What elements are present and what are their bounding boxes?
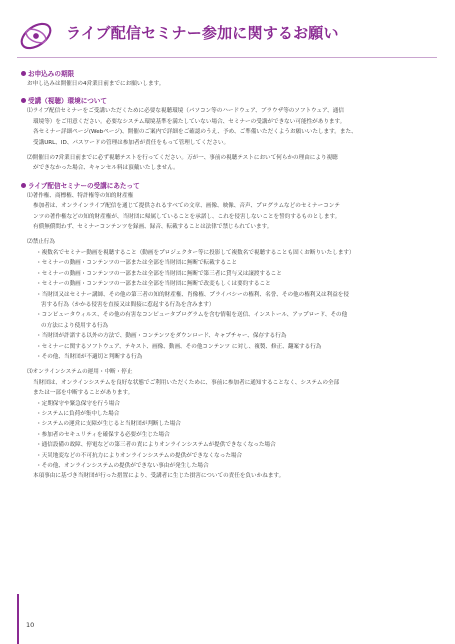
subsection-label-operation: ⑶オンラインシステムの運用・中断・停止 [27, 369, 133, 376]
operation-item: ・システムの運営に支障が生じると当財団が判断した場合 [36, 421, 181, 428]
prohibited-item: ・セミナーの動画・コンテンツの一部または全部を当財団に無断で転載すること [36, 260, 238, 267]
prohibited-item: ・複数名でセミナー動画を視聴すること（動画をプロジェクター等に投影して複数名で視聴することも固くお断りいたします） [36, 249, 355, 256]
prohibited-item: ・セミナーの動画・コンテンツの一部または全部を当財団に無断で改変もしくは要約すること [36, 281, 271, 288]
subsection-label-ip: ⑴著作権、商標権、特許権等の知的財産権 [27, 192, 134, 199]
section-heading-attendance: ライブ配信セミナーの受講にあたって [21, 181, 441, 191]
operation-text: または一部を中断することがあります。 [33, 390, 134, 397]
operation-item: ・通信設備の故障、停電などの第三者の責によりオンラインシステムが提供できなくなった場合 [36, 442, 276, 449]
title-divider [17, 57, 437, 58]
page-edge-bar [17, 594, 19, 644]
section-heading-environment: 受講（視聴）環境について [21, 96, 441, 106]
ip-text: ンツの著作権などの知的財産権が、当財団に帰属していることを承諾し、これを侵害しないことを誓約するものとします。 [33, 213, 341, 220]
prohibited-item-cont: 害する行為（かかる侵害を直接又は間接に惹起する行為を含みます） [41, 301, 215, 308]
deadline-text: お申し込みは開催日の4営業日前までにお願いします。 [27, 81, 165, 87]
document-body [21, 69, 441, 482]
prohibited-item: ・セミナーの動画・コンテンツの一部または全部を当財団に無断で第三者に貸与又は譲渡すること [36, 270, 282, 277]
operation-text: 当財団は、オンラインシステムを良好な状態でご利用いただくために、事前に参加者に通知することなく、システムの全部 [33, 379, 340, 386]
swirl-logo-icon [17, 17, 55, 55]
prohibited-item: ・その他、当財団が不適切と判断する行為 [36, 353, 143, 360]
bullet-icon [21, 71, 26, 76]
page-number: 10 [26, 621, 35, 629]
prohibited-item: ・当財団又はセミナー講師、その他の第三者の知的財産権、肖像権、プライバシーの権利、名誉、その他の権利又は利益を侵 [36, 291, 349, 298]
operation-item: ・天災地変などの不可抗力によりオンラインシステムの提供ができなくなった場合 [36, 452, 243, 459]
environment-item-2-cont: ができなかった場合、キャンセル料は頂戴いたしません。 [33, 165, 179, 172]
environment-item-1-cont: 各セミナー詳細ページ(Webページ)、開催のご案内で詳細をご確認のうえ、予め、ご準備いただくようお願いいたします。また、 [33, 129, 357, 136]
prohibited-item-cont: の方法により使用する行為 [41, 322, 109, 329]
environment-item-2: ⑵開催日の7営業日前までに必ず視聴テストを行ってください。万が一、事前の視聴テストにおいて何らかの理由により視聴 [27, 155, 338, 162]
operation-closing: 本項事由に基づき当財団が行った措置により、受講者に生じた損害についての責任を負いかねます。 [33, 473, 285, 480]
prohibited-item: ・当財団が許諾する以外の方法で、動画・コンテンツをダウンロード、キャプチャー、保存する行為 [36, 333, 287, 340]
operation-item: ・定期保守や緊急保守を行う場合 [36, 400, 120, 407]
bullet-icon [21, 98, 26, 103]
section-heading-deadline: お申込みの期限 [21, 69, 441, 79]
prohibited-item: ・コンピュータウィルス、その他の有害なコンピュータプログラムを含む情報を送信、インストール、アップロード、その他 [36, 312, 348, 319]
operation-item: ・その他、オンラインシステムの提供ができない事由が発生した場合 [36, 463, 209, 469]
ip-text: 有償無償問わず、セミナーコンテンツを録画、録音、転載することは法律で禁じられています。 [33, 224, 273, 231]
environment-item-1: ⑴ライブ配信セミナーをご受講いただくために必要な視聴環境（パソコン等のハードウェア、ブラウザ等のソフトウェア、通信 [27, 108, 344, 115]
subsection-label-prohibited: ⑵禁止行為 [27, 239, 55, 246]
prohibited-item: ・セミナーに関するソフトウェア、テキスト、画像、動画、その他コンテンツ に対し、複製、修正、翻案する行為 [36, 343, 322, 350]
page-title: ライブ配信セミナー参加に関するお願い [66, 24, 339, 42]
environment-item-1-cont: 受講URL、ID、パスワードの管理は参加者が責任をもって管理してください。 [33, 139, 230, 146]
bullet-icon [21, 183, 26, 188]
environment-item-1-cont: 環境等）をご用意ください。必要なシステム環境基準を満たしていない場合、セミナーの受講ができない可能性があります。 [33, 118, 346, 125]
operation-item: ・システムに負荷が集中した場合 [36, 410, 120, 417]
ip-text: 参加者は、オンラインライブ配信を通じて提供されるすべての文章、画像、映像、音声、プログラムなどのセミナーコンテ [33, 203, 340, 210]
operation-item: ・参加者のセキュリティを確保する必要が生じた場合 [36, 431, 170, 438]
